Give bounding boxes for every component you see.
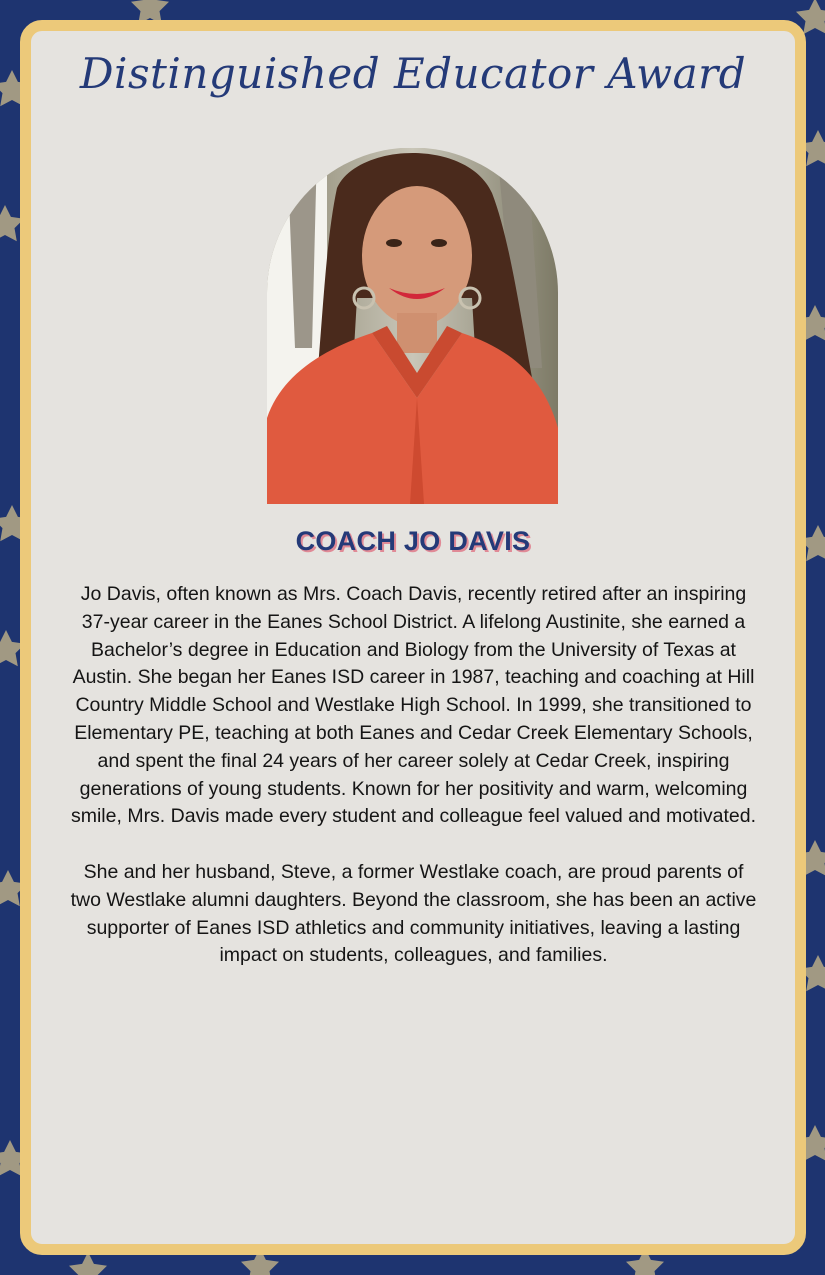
honoree-name: COACH JO DAVIS bbox=[295, 526, 531, 556]
biography bbox=[67, 581, 760, 970]
bio-paragraph-1: Jo Davis, often known as Mrs. Coach Davis, recently retired after an inspiring 37-year career in the Eanes School District. A lifelong Austinite, she earned a Bachelor’s degree in Education and Biology from the University of Texas at Austin. She began her Eanes ISD career in 1987, teaching and coaching at Hill Country Middle School and Westlake High School. In 1999, she transitioned to Elementary PE, teaching at both Eanes and Cedar Creek Elementary Schools, and spent the final 24 years of her career solely at Cedar Creek, inspiring generations of young students. Known for her positivity and warm, welcoming smile, Mrs. Davis made every student and colleague feel valued and motivated. bbox=[70, 583, 757, 828]
award-title: Distinguished Educator Award bbox=[79, 49, 747, 98]
award-card bbox=[20, 20, 806, 1255]
portrait-photo-icon bbox=[267, 148, 558, 504]
bio-paragraph-2: She and her husband, Steve, a former Westlake coach, are proud parents of two Westlake alumni daughters. Beyond the classroom, she has been an active supporter of Eanes ISD athletics and community initiatives, leaving a lasting impact on students, colleagues, and families. bbox=[70, 860, 757, 967]
